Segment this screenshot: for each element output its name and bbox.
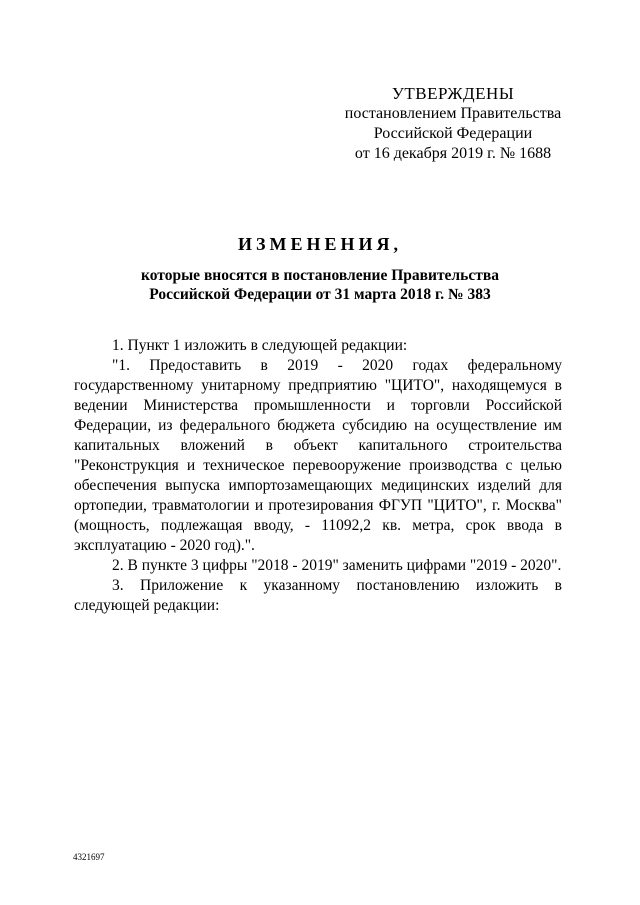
document-heading (80, 232, 560, 304)
heading-subtitle-line-2: Российской Федерации от 31 марта 2018 г. № 383 (149, 286, 491, 303)
paragraph-4: 3. Приложение к указанному постановлению изложить в следующей редакции: (74, 577, 562, 614)
approval-line-1: постановлением Правительства (344, 105, 562, 122)
heading-title: ИЗМЕНЕНИЯ, (237, 234, 402, 254)
heading-subtitle-line-1: которые вносятся в постановление Правительства (141, 267, 499, 284)
paragraph-1: 1. Пункт 1 изложить в следующей редакции: (112, 337, 408, 354)
approval-line-3: от 16 декабря 2019 г. № 1688 (354, 145, 552, 162)
document-number: 4321697 (73, 852, 105, 862)
approval-title: УТВЕРЖДЕНЫ (391, 84, 515, 103)
paragraph-3: 2. В пункте 3 цифры "2018 - 2019" заменить цифрами "2019 - 2020". (112, 557, 562, 574)
approval-block (336, 84, 570, 164)
document-body (74, 336, 562, 616)
approval-line-2: Российской Федерации (373, 125, 533, 142)
paragraph-2: "1. Предоставить в 2019 - 2020 годах федеральному государственному унитарному предприятию "ЦИТО", находящемуся в ведении Министерства промышленности и торговли Российской Федерации, из федерального бюджета субсидию на осуществление им капитальных вложений в объект капитального строительства "Реконструкция и техническое перевооружение производства с целью обеспечения выпуска импортозамещающих медицинских изделий для ортопедии, травматологии и протезирования ФГУП "ЦИТО", г. Москва" (мощность, подлежащая вводу, - 11092,2 кв. метра, срок ввода в эксплуатацию - 2020 год).". (74, 357, 562, 554)
